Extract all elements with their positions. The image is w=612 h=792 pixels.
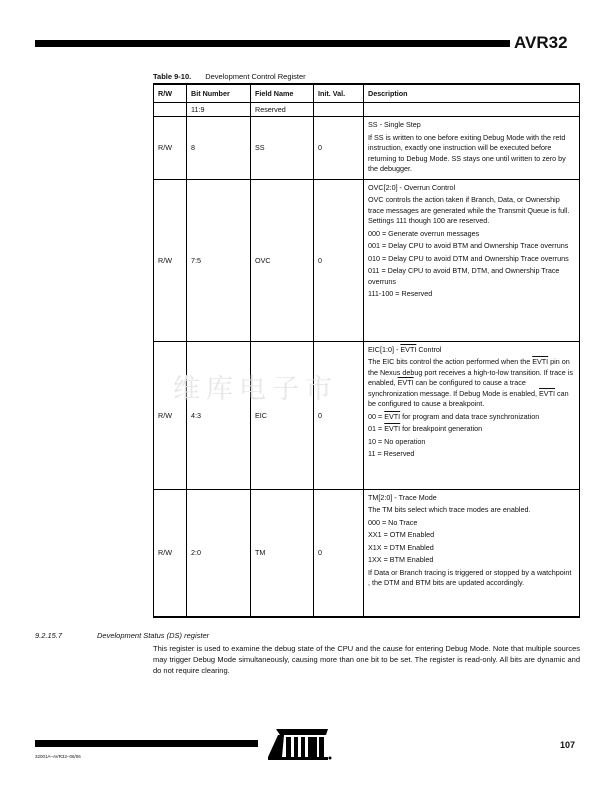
description-line: 000 = Generate overrun messages (368, 228, 480, 238)
cell-field: EIC (251, 341, 314, 489)
cell-rw: R/W (154, 179, 187, 341)
evti-signal: EVTI (384, 411, 401, 421)
table-row (154, 489, 580, 617)
description-line: If SS is written to one before exiting Debug Mode with the retd instruction, exactly one instruction will be executed before returning to Debug Mode. SS stays one until written to zero by the debugger. (368, 132, 566, 173)
description-line: 1XX = BTM Enabled (368, 555, 434, 564)
cell-bits: 8 (187, 117, 251, 180)
atmel-logo-icon (266, 727, 332, 761)
evti-signal: EVTI (384, 424, 401, 433)
column-header: Bit Number (187, 84, 251, 103)
cell-description (364, 341, 580, 489)
description-line: If Data or Branch tracing is triggered or stopped by a watchpoint , the DTM and BTM bits are updated accordingly. (368, 567, 572, 587)
cell-field: OVC (251, 179, 314, 341)
footer-doc-id: 32001A–AVR32–06/06 (35, 754, 81, 759)
table-caption (153, 72, 306, 81)
description-line: XX1 = OTM Enabled (368, 530, 435, 539)
development-control-register-table (153, 83, 580, 618)
description-line: 010 = Delay CPU to avoid DTM and Ownership Trace overruns (368, 253, 569, 263)
description-line: The EIC bits control the action performed when the EVTI pin on the Nexus debug port receives a high-to-low transition. If trace is enabled, EVTI can be configured to cause a trace synchronization message. If Debug Mode is enabled, EVTI can be configured to cause a breakpoint. (368, 357, 573, 408)
footer-rule (35, 740, 258, 747)
evti-signal: EVTI (400, 344, 417, 354)
table-caption-title: Development Control Register (205, 72, 306, 81)
header-rule (35, 40, 510, 47)
description-line: SS - Single Step (368, 120, 421, 129)
description-line: 001 = Delay CPU to avoid BTM and Ownership Trace overruns (368, 241, 569, 250)
cell-rw: R/W (154, 117, 187, 180)
description-line: 111-100 = Reserved (368, 289, 433, 298)
table-row (154, 341, 580, 489)
cell-bits: 2:0 (187, 489, 251, 617)
table-row (154, 103, 580, 117)
cell-init: 0 (314, 117, 364, 180)
description-line: 11 = Reserved (368, 449, 415, 458)
cell-field: Reserved (251, 103, 314, 117)
column-header: Init. Val. (314, 84, 364, 103)
section-title: Development Status (DS) register (97, 631, 210, 640)
column-header: Description (364, 84, 580, 103)
table-header-row (154, 84, 580, 103)
section-number: 9.2.15.7 (35, 631, 63, 640)
description-line: OVC controls the action taken if Branch, Data, or Ownership trace messages are generated while the Transmit Queue is full. Settings 111 though 100 are reserved. (368, 195, 570, 225)
description-line: 10 = No operation (368, 436, 426, 446)
description-line: OVC[2:0] - Overrun Control (368, 182, 456, 192)
cell-description (364, 489, 580, 617)
description-line: 00 = EVTI for program and data trace synchronization (368, 411, 540, 421)
description-line: The TM bits select which trace modes are enabled. (368, 505, 531, 514)
watermark: 维库电子市 (173, 374, 338, 405)
evti-signal: EVTI (532, 357, 549, 366)
cell-description (364, 103, 580, 117)
section-body: This register is used to examine the debug state of the CPU and the cause for entering Debug Mode. Note that multiple sources may trigger Debug Mode simultaneously, causing more than one bit to be set. The register is read-only. All bits are dynamic and do not require clearing. (153, 644, 580, 675)
description-line: 01 = EVTI for breakpoint generation (368, 424, 483, 433)
cell-bits: 7:5 (187, 179, 251, 341)
table-caption-label: Table 9-10. (153, 72, 192, 81)
description-line: 011 = Delay CPU to avoid BTM, DTM, and Ownership Trace overruns (368, 266, 560, 286)
description-line: EIC[1:0] - EVTI Control (368, 344, 442, 354)
evti-signal: EVTI (539, 388, 555, 398)
cell-description (364, 179, 580, 341)
cell-rw (154, 103, 187, 117)
cell-rw: R/W (154, 341, 187, 489)
cell-field: TM (251, 489, 314, 617)
description-line: 000 = No Trace (368, 517, 418, 527)
cell-init: 0 (314, 341, 364, 489)
cell-rw: R/W (154, 489, 187, 617)
column-header: R/W (154, 84, 187, 103)
column-header: Field Name (251, 84, 314, 103)
cell-init (314, 103, 364, 117)
cell-field: SS (251, 117, 314, 180)
cell-description (364, 117, 580, 180)
table-row (154, 117, 580, 180)
cell-init: 0 (314, 489, 364, 617)
description-line: X1X = DTM Enabled (368, 542, 434, 552)
header-brand: AVR32 (514, 33, 568, 52)
description-line: TM[2:0] - Trace Mode (368, 492, 437, 502)
page-number: 107 (560, 740, 576, 750)
table-row (154, 179, 580, 341)
cell-bits: 4:3 (187, 341, 251, 489)
cell-init: 0 (314, 179, 364, 341)
evti-signal: EVTI (397, 378, 414, 387)
cell-bits: 11:9 (187, 103, 251, 117)
